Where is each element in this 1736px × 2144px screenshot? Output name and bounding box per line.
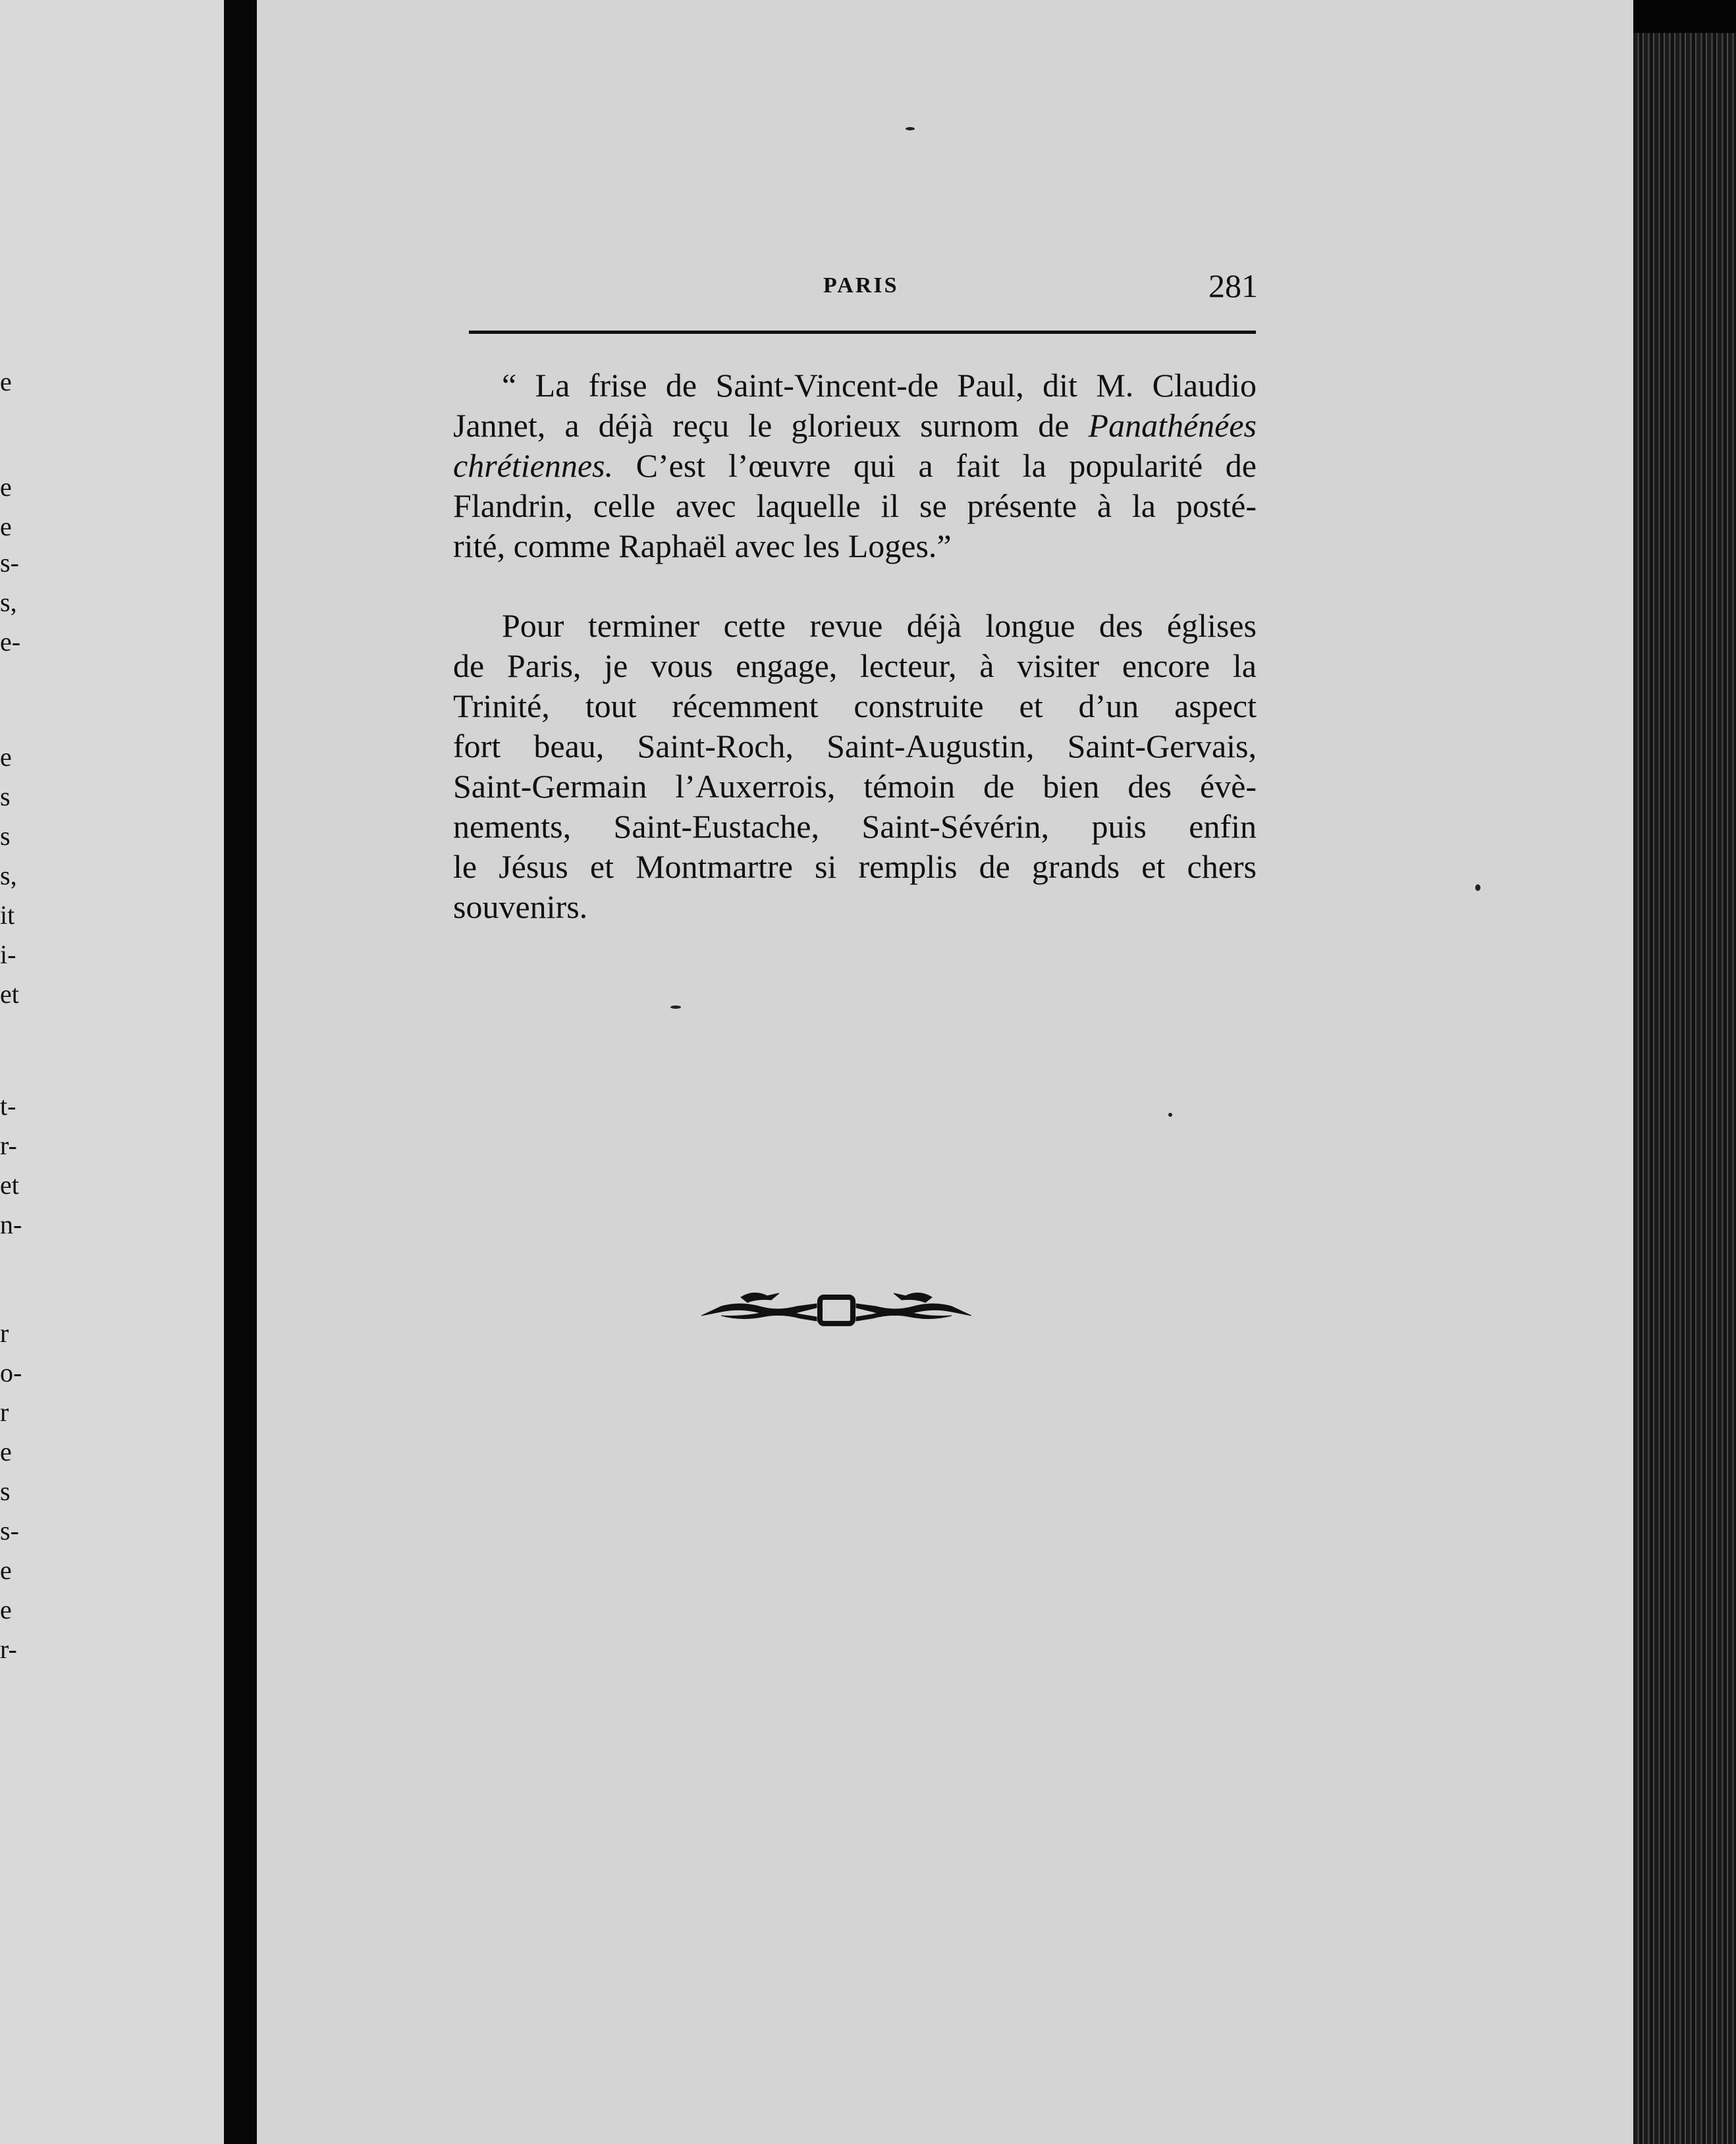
fragment: r (0, 1397, 9, 1427)
print-speck (906, 127, 915, 130)
body-text (453, 365, 1257, 927)
running-head: PARIS (823, 273, 899, 298)
text-line: rité, comme Raphaël avec les Loges.” (453, 527, 952, 564)
fragment: s, (0, 861, 17, 890)
fragment: r- (0, 1634, 17, 1664)
text-line: Trinité, tout récemment construite et d’un aspect (453, 687, 1257, 724)
paragraph-quote (453, 365, 1257, 566)
paragraph-churches (453, 606, 1257, 927)
header-rule (469, 331, 1256, 334)
fragment: s (0, 782, 11, 811)
fragment: s- (0, 1516, 19, 1545)
tailpiece-ornament-icon (701, 1277, 971, 1337)
fragment: o- (0, 1358, 22, 1387)
fragment: e- (0, 627, 21, 657)
text-line: de Paris, je vous engage, lecteur, à visiter encore la (453, 647, 1257, 684)
text-line: Flandrin, celle avec laquelle il se présente à la posté- (453, 487, 1257, 524)
text-line: chrétiennes. C’est l’œuvre qui a fait la popularité de (453, 447, 1257, 484)
print-speck (1475, 884, 1480, 891)
text-line: fort beau, Saint-Roch, Saint-Augustin, Saint-Gervais, (453, 728, 1257, 764)
fragment: et (0, 979, 19, 1009)
italic-phrase: Panathénées (1088, 407, 1257, 444)
fragment: et (0, 1170, 19, 1200)
fragment: e (0, 472, 12, 502)
fragment: e (0, 512, 12, 541)
fragment: t- (0, 1091, 16, 1121)
fragment: n- (0, 1210, 22, 1239)
book-page (257, 0, 1633, 2144)
fragment: it (0, 900, 15, 930)
page-block-edge (1633, 33, 1736, 2144)
text-line: Saint-Germain l’Auxerrois, témoin de bien des évè- (453, 768, 1257, 805)
print-speck (1168, 1113, 1172, 1117)
print-speck (670, 1005, 681, 1009)
facing-page (0, 0, 224, 2144)
fragment: e (0, 1595, 12, 1624)
book-gutter (224, 0, 257, 2144)
fragment: i- (0, 940, 16, 969)
text-line: Jannet, a déjà reçu le glorieux surnom de Panathénées (453, 407, 1257, 444)
text-line: “ La frise de Saint-Vincent-de Paul, dit M. Claudio (502, 367, 1257, 404)
page-number: 281 (1208, 267, 1258, 304)
fragment: s, (0, 587, 17, 617)
fragment: s (0, 821, 11, 851)
fragment: e (0, 1437, 12, 1466)
text-line: nements, Saint-Eustache, Saint-Sévérin, puis enfin (453, 808, 1257, 845)
text-line: le Jésus et Montmartre si remplis de grands et chers (453, 848, 1257, 885)
fragment: s- (0, 548, 19, 577)
fragment: e (0, 367, 12, 396)
fragment: r (0, 1318, 9, 1348)
facing-page-text-fragments (0, 0, 53, 2144)
page-header (810, 267, 1258, 319)
text-line: Pour terminer cette revue déjà longue des églises (502, 607, 1257, 644)
fragment: e (0, 1555, 12, 1585)
fragment: r- (0, 1131, 17, 1160)
fragment: s (0, 1476, 11, 1506)
text-line: souvenirs. (453, 888, 588, 925)
fragment: e (0, 742, 12, 772)
italic-phrase: chrétiennes. (453, 447, 613, 484)
